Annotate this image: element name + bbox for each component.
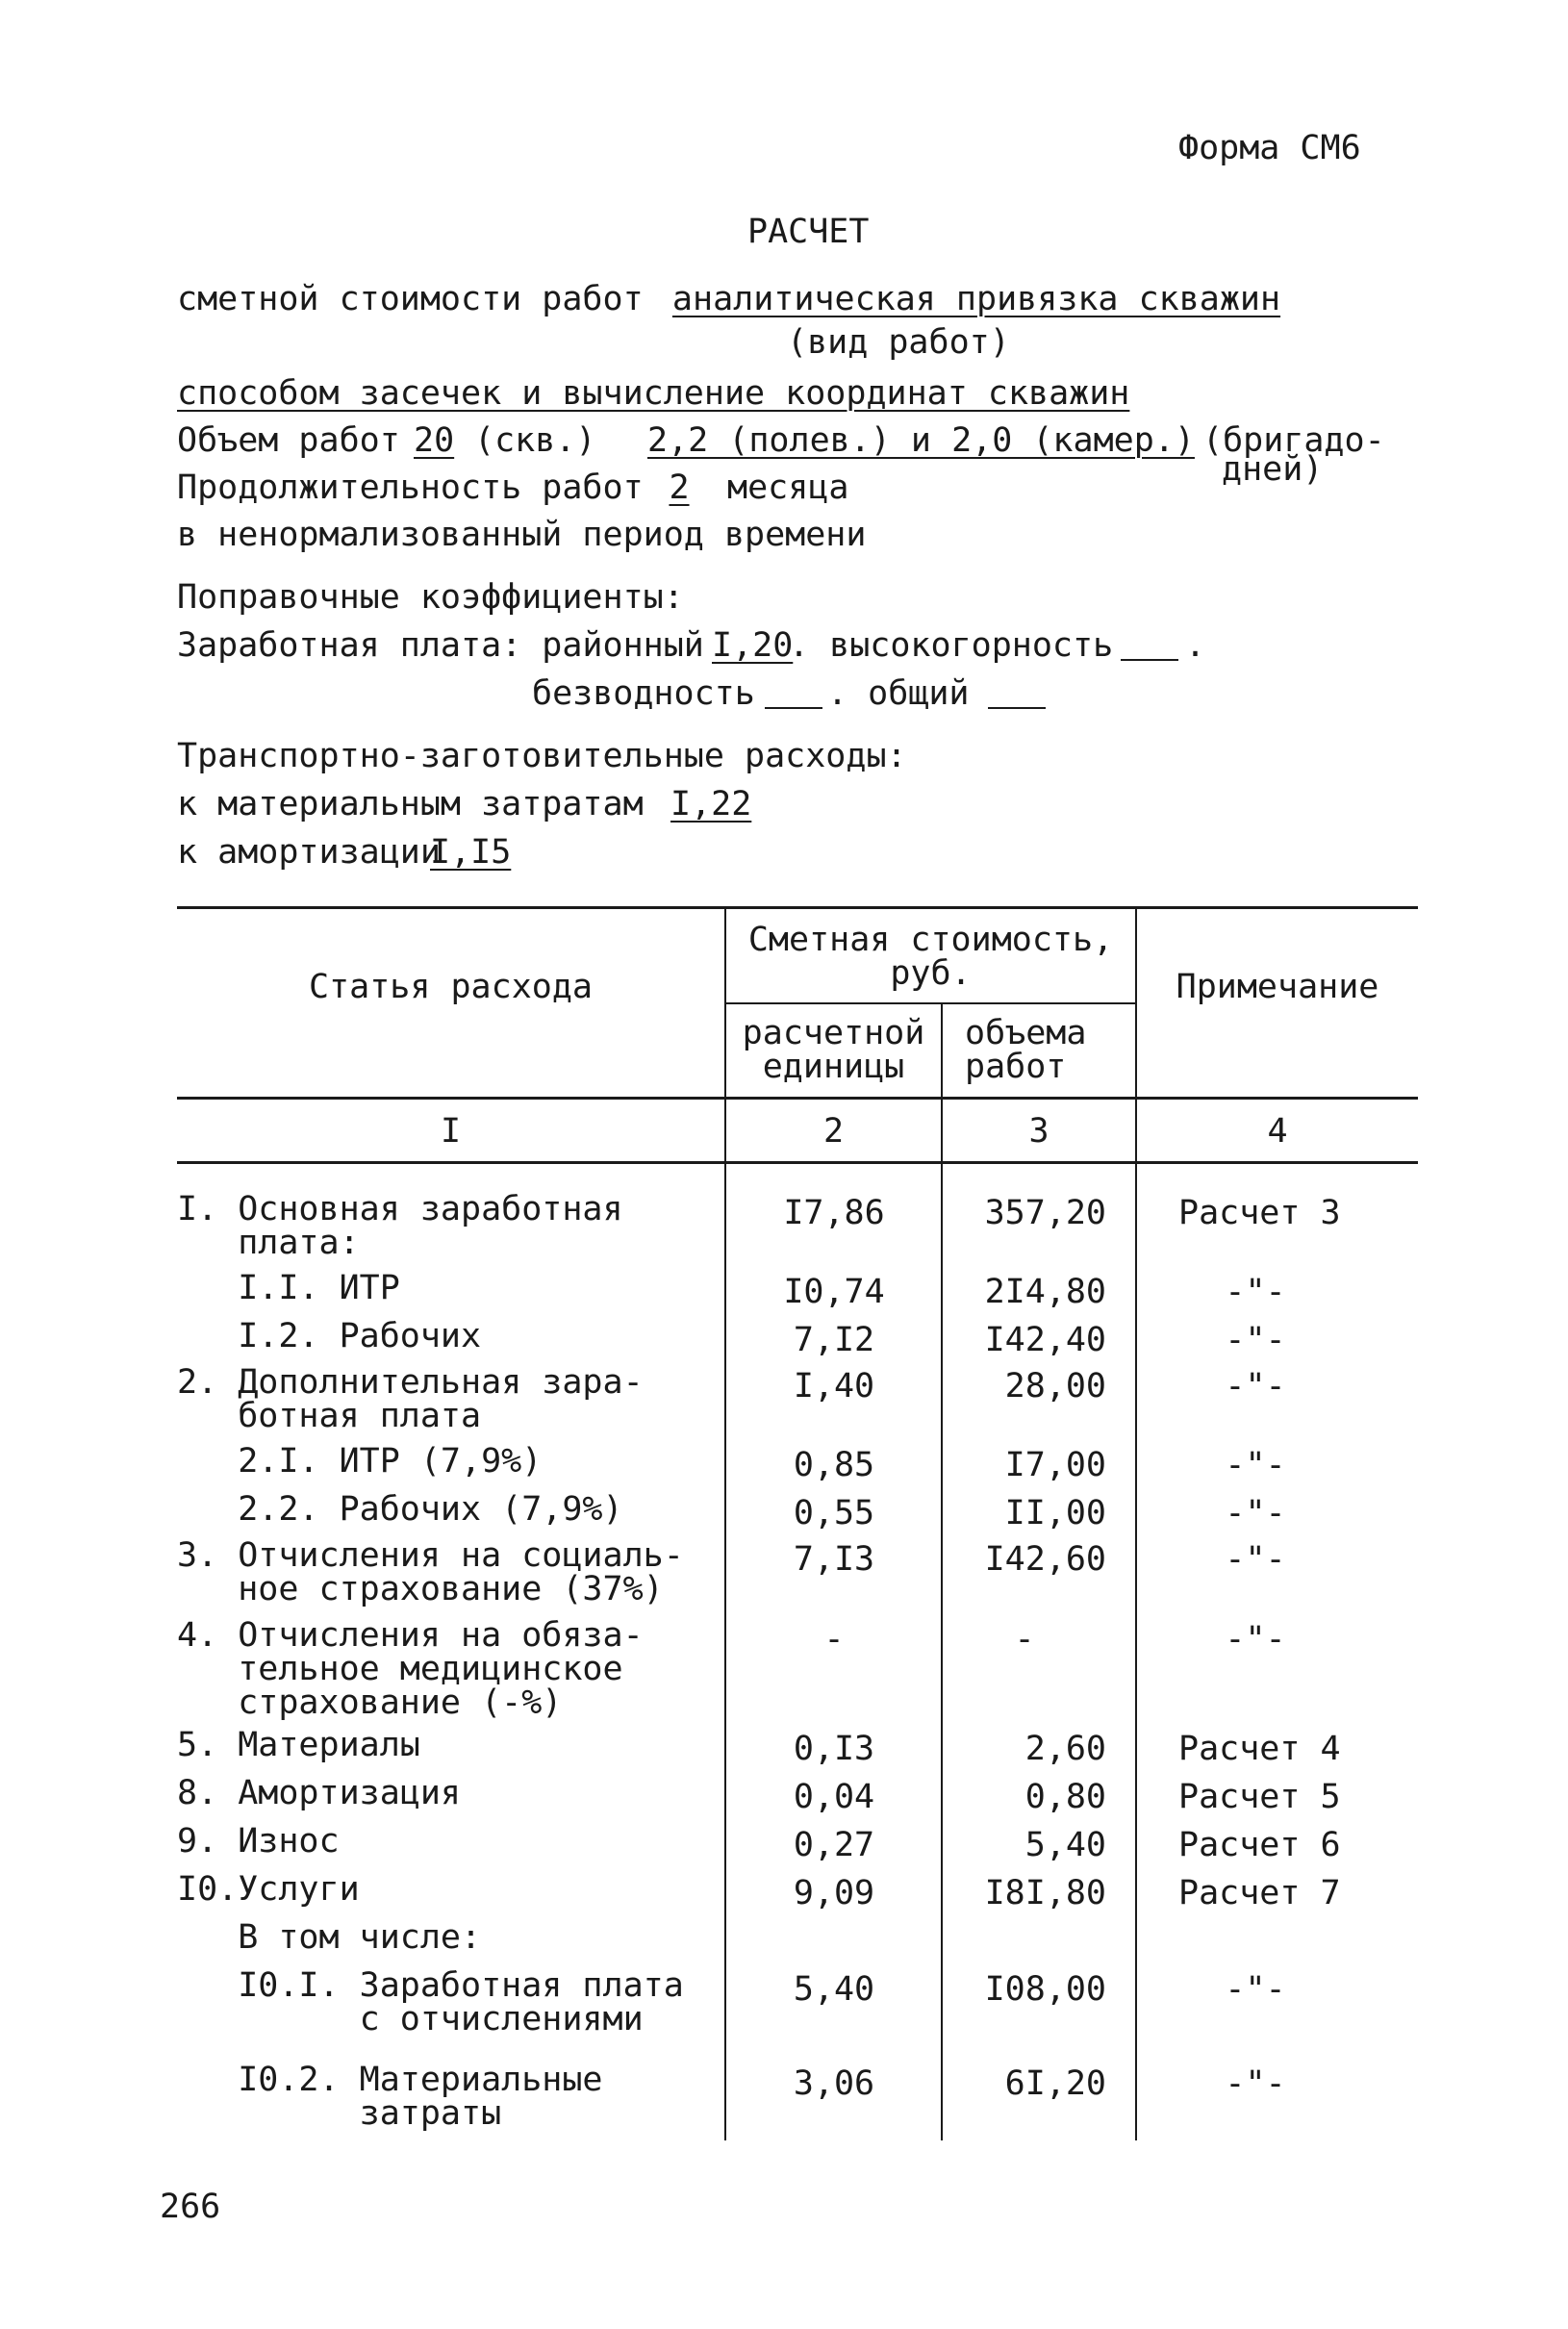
row-total-cost: I7,00 — [1004, 1446, 1106, 1484]
row-unit-cost: 0,85 — [793, 1446, 875, 1484]
row-note: -"- — [1225, 1620, 1286, 1658]
row-total-cost: I42,60 — [984, 1540, 1106, 1579]
header-note: Примечание — [1176, 968, 1379, 1006]
row-unit-cost: 0,I3 — [793, 1730, 875, 1768]
row-unit-cost: 5,40 — [793, 1970, 875, 2009]
row-item: I0.2. Материальные затраты — [238, 2061, 603, 2133]
arid-blank — [765, 707, 822, 709]
duration-label: Продолжительность работ — [177, 468, 644, 507]
row-item: 2.2. Рабочих (7,9%) — [177, 1490, 623, 1529]
highland-period: . — [1185, 626, 1206, 665]
period-text: в ненормализованный период времени — [177, 516, 867, 554]
work-type: аналитическая привязка скважин — [671, 280, 1281, 318]
brigade-note-1: (бригадо- — [1202, 421, 1385, 460]
transport-materials-label: к материальным затратам — [177, 785, 644, 823]
col-divider-3 — [1135, 909, 1137, 2140]
duration-value: 2 — [669, 468, 690, 507]
col-number-3: 3 — [1028, 1112, 1050, 1151]
row-note: Расчет 3 — [1178, 1194, 1341, 1232]
volume-brigade-days: 2,2 (полев.) и 2,0 (камер.) — [647, 421, 1195, 460]
row-item: 3. Отчисления на социаль- ное страхование (37%) — [177, 1536, 684, 1608]
header-bottom-rule — [177, 1097, 1418, 1100]
transport-amortization-value: I,I5 — [430, 833, 512, 872]
arid-label: безводность — [532, 674, 755, 713]
district-coefficient: I,20 — [712, 626, 794, 665]
row-item: 2. Дополнительная зара- ботная плата — [177, 1363, 644, 1435]
row-note: Расчет 5 — [1178, 1778, 1341, 1816]
total-blank — [988, 707, 1046, 709]
row-item: 2.I. ИТР (7,9%) — [177, 1442, 543, 1481]
row-note: -"- — [1225, 1321, 1286, 1359]
volume-count: 20 — [414, 421, 455, 460]
row-total-cost: I8I,80 — [984, 1874, 1106, 1912]
header-cost: Сметная стоимость, руб. — [747, 921, 1114, 993]
row-unit-cost: 9,09 — [793, 1874, 875, 1912]
row-note: -"- — [1225, 2064, 1286, 2103]
transport-heading: Транспортно-заготовительные расходы: — [177, 737, 907, 775]
highland-label: . высокогорность — [789, 626, 1114, 665]
col-number-1: I — [440, 1112, 462, 1151]
row-total-cost: I08,00 — [984, 1970, 1106, 2009]
form-label: Форма СМ6 — [1178, 129, 1361, 167]
salary-label: Заработная плата: районный — [177, 626, 704, 665]
row-note: Расчет 4 — [1178, 1730, 1341, 1768]
row-unit-cost: I7,86 — [783, 1194, 885, 1232]
row-total-cost: 357,20 — [984, 1194, 1106, 1232]
volume-label: Объем работ — [177, 421, 400, 460]
row-note: -"- — [1225, 1273, 1286, 1311]
row-total-cost: 6I,20 — [1004, 2064, 1106, 2103]
row-item: I.I. ИТР — [177, 1269, 400, 1307]
col-divider-1 — [724, 909, 726, 2140]
col-number-4: 4 — [1267, 1112, 1288, 1151]
row-total-cost: 2,60 — [1024, 1730, 1106, 1768]
coefficients-heading: Поправочные коэффициенты: — [177, 578, 684, 617]
row-item: 4. Отчисления на обяза- тельное медицинское страхование (-%) — [177, 1616, 644, 1722]
cost-subheader-rule — [726, 1002, 1135, 1004]
row-item: I. Основная заработная плата: — [177, 1190, 623, 1262]
header-total: объема работ — [965, 1014, 1087, 1086]
row-note: -"- — [1225, 1540, 1286, 1579]
row-unit-cost: 3,06 — [793, 2064, 875, 2103]
row-unit-cost: 0,04 — [793, 1778, 875, 1816]
transport-amortization-label: к амортизации — [177, 833, 441, 872]
row-item: I0.Услуги — [177, 1870, 360, 1909]
highland-blank — [1121, 659, 1178, 661]
row-total-cost: 5,40 — [1024, 1826, 1106, 1864]
work-type-continuation: способом засечек и вычисление координат скважин — [177, 374, 1130, 413]
header-per-unit: расчетной единицы — [742, 1014, 925, 1086]
document-title: РАСЧЕТ — [747, 213, 870, 251]
cost-line-prefix: сметной стоимости работ — [177, 280, 644, 318]
work-type-note: (вид работ) — [787, 323, 1010, 362]
row-item: I.2. Рабочих — [177, 1317, 482, 1355]
row-note: Расчет 6 — [1178, 1826, 1341, 1864]
row-note: Расчет 7 — [1178, 1874, 1341, 1912]
row-total-cost: 2I4,80 — [984, 1273, 1106, 1311]
row-note: -"- — [1225, 1970, 1286, 2009]
row-unit-cost: I0,74 — [783, 1273, 885, 1311]
row-total-cost: I42,40 — [984, 1321, 1106, 1359]
row-item: 5. Материалы — [177, 1726, 420, 1764]
duration-unit: месяца — [727, 468, 849, 507]
total-label: . общий — [827, 674, 970, 713]
row-unit-cost: 0,27 — [793, 1826, 875, 1864]
row-item: В том числе: — [177, 1918, 482, 1957]
row-unit-cost: 0,55 — [793, 1494, 875, 1532]
header-item: Статья расхода — [308, 968, 593, 1006]
row-unit-cost: I,40 — [793, 1367, 875, 1405]
row-total-cost: II,00 — [1004, 1494, 1106, 1532]
row-item: 9. Износ — [177, 1822, 340, 1861]
row-note: -"- — [1225, 1367, 1286, 1405]
transport-materials-value: I,22 — [670, 785, 752, 823]
row-unit-cost: - — [823, 1620, 845, 1658]
row-unit-cost: 7,I2 — [793, 1321, 875, 1359]
col-number-2: 2 — [822, 1112, 845, 1151]
row-item: I0.I. Заработная плата с отчислениями — [238, 1966, 684, 2038]
brigade-note-2: дней) — [1222, 450, 1324, 489]
volume-unit: (скв.) — [474, 421, 596, 460]
row-note: -"- — [1225, 1446, 1286, 1484]
page-number: 266 — [160, 2188, 221, 2226]
row-total-cost: 28,00 — [1004, 1367, 1106, 1405]
row-note: -"- — [1225, 1494, 1286, 1532]
row-unit-cost: 7,I3 — [793, 1540, 875, 1579]
row-total-cost: - — [1014, 1620, 1035, 1658]
row-total-cost: 0,80 — [1024, 1778, 1106, 1816]
col-numbers-rule — [177, 1161, 1418, 1164]
table-top-rule — [177, 906, 1418, 909]
row-item: 8. Амортизация — [177, 1774, 462, 1812]
